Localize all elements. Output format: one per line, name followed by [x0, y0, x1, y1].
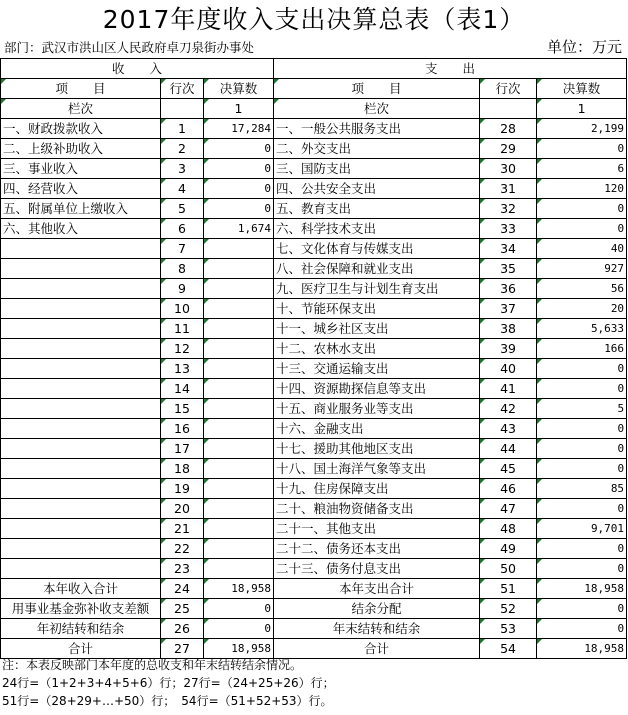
income-amount — [204, 459, 274, 479]
expense-item: 年末结转和结余 — [274, 619, 480, 639]
expense-line-number: 47 — [480, 499, 537, 519]
expense-item: 九、医疗卫生与计划生育支出 — [274, 279, 480, 299]
expense-item: 四、公共安全支出 — [274, 179, 480, 199]
income-amount — [204, 299, 274, 319]
income-line-number: 1 — [161, 119, 204, 139]
expense-item: 十六、金融支出 — [274, 419, 480, 439]
column-number-row — [1, 99, 627, 119]
expense-item: 二十二、债务还本支出 — [274, 539, 480, 559]
expense-item: 一、一般公共服务支出 — [274, 119, 480, 139]
expense-amount: 0 — [537, 379, 627, 399]
table-row — [1, 199, 627, 219]
expense-amount: 5,633 — [537, 319, 627, 339]
expense-amount: 0 — [537, 199, 627, 219]
table-row — [1, 159, 627, 179]
income-line-number: 11 — [161, 319, 204, 339]
expense-line-number: 52 — [480, 599, 537, 619]
income-line-number: 6 — [161, 219, 204, 239]
unit-label: 单位：万元 — [546, 38, 622, 56]
table-row — [1, 519, 627, 539]
income-line-number: 12 — [161, 339, 204, 359]
expense-column-num: 1 — [537, 99, 627, 119]
expense-line-number: 45 — [480, 459, 537, 479]
expense-amount: 0 — [537, 559, 627, 579]
expense-amount: 0 — [537, 539, 627, 559]
income-amount — [204, 259, 274, 279]
table-row — [1, 279, 627, 299]
income-amount — [204, 499, 274, 519]
expense-line-number: 37 — [480, 299, 537, 319]
income-amount — [204, 479, 274, 499]
expense-amount: 2,199 — [537, 119, 627, 139]
expense-item: 结余分配 — [274, 599, 480, 619]
income-expense-table — [0, 58, 627, 659]
expense-item: 二十三、债务付息支出 — [274, 559, 480, 579]
income-item: 年初结转和结余 — [1, 619, 161, 639]
income-item — [1, 519, 161, 539]
income-line-number: 3 — [161, 159, 204, 179]
expense-item: 八、社会保障和就业支出 — [274, 259, 480, 279]
expense-amount: 0 — [537, 359, 627, 379]
table-row — [1, 459, 627, 479]
expense-line-number: 36 — [480, 279, 537, 299]
income-line-number: 26 — [161, 619, 204, 639]
income-item — [1, 499, 161, 519]
income-amount — [204, 359, 274, 379]
income-amount — [204, 339, 274, 359]
income-line-number: 25 — [161, 599, 204, 619]
income-item: 四、经营收入 — [1, 179, 161, 199]
income-amount — [204, 279, 274, 299]
table-row — [1, 299, 627, 319]
income-item — [1, 299, 161, 319]
expense-line-number: 53 — [480, 619, 537, 639]
expense-line-number: 34 — [480, 239, 537, 259]
income-item: 五、附属单位上缴收入 — [1, 199, 161, 219]
expense-line-number: 48 — [480, 519, 537, 539]
income-amount: 1,674 — [204, 219, 274, 239]
income-line-number: 22 — [161, 539, 204, 559]
table-row — [1, 499, 627, 519]
expense-amount: 85 — [537, 479, 627, 499]
income-item — [1, 239, 161, 259]
expense-amount: 40 — [537, 239, 627, 259]
income-column-label: 栏次 — [1, 99, 161, 119]
table-row — [1, 259, 627, 279]
expense-amount: 0 — [537, 499, 627, 519]
income-item — [1, 279, 161, 299]
income-line-number: 27 — [161, 639, 204, 659]
income-line-number: 21 — [161, 519, 204, 539]
income-item — [1, 539, 161, 559]
income-amount — [204, 319, 274, 339]
income-item: 三、事业收入 — [1, 159, 161, 179]
income-amount: 0 — [204, 599, 274, 619]
expense-item: 十、节能环保支出 — [274, 299, 480, 319]
income-amount — [204, 439, 274, 459]
table-row — [1, 359, 627, 379]
income-amount: 18,958 — [204, 579, 274, 599]
table-row — [1, 239, 627, 259]
income-item: 本年收入合计 — [1, 579, 161, 599]
expense-amount: 5 — [537, 399, 627, 419]
income-line-number: 16 — [161, 419, 204, 439]
expense-line-number: 38 — [480, 319, 537, 339]
income-line-number: 10 — [161, 299, 204, 319]
income-item: 合计 — [1, 639, 161, 659]
income-item — [1, 319, 161, 339]
income-line-number: 15 — [161, 399, 204, 419]
expense-item: 十五、商业服务业等支出 — [274, 399, 480, 419]
expense-amount: 56 — [537, 279, 627, 299]
income-line-number: 20 — [161, 499, 204, 519]
income-item — [1, 459, 161, 479]
notes — [2, 656, 335, 710]
expense-line-number: 28 — [480, 119, 537, 139]
expense-line-number: 35 — [480, 259, 537, 279]
expense-amount: 0 — [537, 219, 627, 239]
expense-amount: 0 — [537, 599, 627, 619]
income-item — [1, 359, 161, 379]
income-line-number: 19 — [161, 479, 204, 499]
expense-amount: 0 — [537, 139, 627, 159]
income-line-number: 8 — [161, 259, 204, 279]
income-line-number: 5 — [161, 199, 204, 219]
income-amount — [204, 559, 274, 579]
expense-amount-header: 决算数 — [537, 79, 627, 99]
income-amount: 0 — [204, 159, 274, 179]
income-item — [1, 439, 161, 459]
expense-line-number: 54 — [480, 639, 537, 659]
table-row — [1, 219, 627, 239]
income-amount: 0 — [204, 139, 274, 159]
income-column-num: 1 — [204, 99, 274, 119]
income-amount — [204, 379, 274, 399]
expense-item: 二、外交支出 — [274, 139, 480, 159]
income-amount — [204, 519, 274, 539]
income-amount — [204, 419, 274, 439]
income-line-number: 14 — [161, 379, 204, 399]
income-amount: 0 — [204, 179, 274, 199]
expense-line-number: 40 — [480, 359, 537, 379]
expense-item: 十一、城乡社区支出 — [274, 319, 480, 339]
income-amount: 18,958 — [204, 639, 274, 659]
expense-section-header: 支 出 — [274, 59, 627, 79]
income-line-number: 9 — [161, 279, 204, 299]
expense-line-number: 42 — [480, 399, 537, 419]
income-amount: 0 — [204, 619, 274, 639]
table-row — [1, 559, 627, 579]
expense-item: 十三、交通运输支出 — [274, 359, 480, 379]
income-amount: 0 — [204, 199, 274, 219]
income-item-header: 项 目 — [1, 79, 161, 99]
income-item — [1, 379, 161, 399]
expense-item: 十九、住房保障支出 — [274, 479, 480, 499]
note-line: 24行=（1+2+3+4+5+6）行；27行=（24+25+26）行； — [2, 676, 335, 690]
income-line-header: 行次 — [161, 79, 204, 99]
income-item: 用事业基金弥补收支差额 — [1, 599, 161, 619]
income-item: 二、上级补助收入 — [1, 139, 161, 159]
expense-line-number: 33 — [480, 219, 537, 239]
expense-amount: 0 — [537, 459, 627, 479]
section-header-row — [1, 59, 627, 79]
expense-item: 三、国防支出 — [274, 159, 480, 179]
income-amount-header: 决算数 — [204, 79, 274, 99]
income-item — [1, 419, 161, 439]
expense-line-number: 39 — [480, 339, 537, 359]
expense-line-number: 44 — [480, 439, 537, 459]
summary-row — [1, 619, 627, 639]
income-column-line — [161, 99, 204, 119]
expense-item-header: 项 目 — [274, 79, 480, 99]
expense-line-number: 31 — [480, 179, 537, 199]
income-item — [1, 339, 161, 359]
expense-line-number: 46 — [480, 479, 537, 499]
income-line-number: 2 — [161, 139, 204, 159]
expense-item: 十七、援助其他地区支出 — [274, 439, 480, 459]
expense-column-label: 栏次 — [274, 99, 480, 119]
table-row — [1, 439, 627, 459]
summary-row — [1, 599, 627, 619]
expense-item: 本年支出合计 — [274, 579, 480, 599]
table-row — [1, 379, 627, 399]
expense-amount: 0 — [537, 439, 627, 459]
income-amount — [204, 399, 274, 419]
expense-line-number: 32 — [480, 199, 537, 219]
expense-item: 七、文化体育与传媒支出 — [274, 239, 480, 259]
expense-item: 十四、资源勘探信息等支出 — [274, 379, 480, 399]
expense-item: 五、教育支出 — [274, 199, 480, 219]
expense-column-line — [480, 99, 537, 119]
expense-amount: 9,701 — [537, 519, 627, 539]
income-line-number: 13 — [161, 359, 204, 379]
income-line-number: 24 — [161, 579, 204, 599]
table-row — [1, 339, 627, 359]
income-item: 六、其他收入 — [1, 219, 161, 239]
expense-item: 二十一、其他支出 — [274, 519, 480, 539]
income-item — [1, 399, 161, 419]
expense-amount: 18,958 — [537, 639, 627, 659]
income-line-number: 4 — [161, 179, 204, 199]
income-section-header: 收 入 — [1, 59, 274, 79]
expense-line-number: 43 — [480, 419, 537, 439]
expense-item: 十二、农林水支出 — [274, 339, 480, 359]
income-line-number: 23 — [161, 559, 204, 579]
expense-amount: 120 — [537, 179, 627, 199]
income-item: 一、财政拨款收入 — [1, 119, 161, 139]
expense-amount: 20 — [537, 299, 627, 319]
expense-amount: 0 — [537, 619, 627, 639]
expense-item: 十八、国土海洋气象等支出 — [274, 459, 480, 479]
income-item — [1, 559, 161, 579]
expense-item: 二十、粮油物资储备支出 — [274, 499, 480, 519]
expense-line-number: 30 — [480, 159, 537, 179]
income-amount: 17,284 — [204, 119, 274, 139]
income-line-number: 17 — [161, 439, 204, 459]
income-amount — [204, 539, 274, 559]
expense-amount: 6 — [537, 159, 627, 179]
table-row — [1, 539, 627, 559]
table-row — [1, 179, 627, 199]
summary-row — [1, 579, 627, 599]
expense-amount: 18,958 — [537, 579, 627, 599]
column-header-row — [1, 79, 627, 99]
expense-line-header: 行次 — [480, 79, 537, 99]
expense-item: 合计 — [274, 639, 480, 659]
expense-item: 六、科学技术支出 — [274, 219, 480, 239]
note-line: 51行=（28+29+…+50）行； 54行=（51+52+53）行。 — [2, 694, 333, 708]
expense-line-number: 50 — [480, 559, 537, 579]
table-row — [1, 139, 627, 159]
income-line-number: 7 — [161, 239, 204, 259]
income-amount — [204, 239, 274, 259]
expense-amount: 0 — [537, 419, 627, 439]
expense-amount: 166 — [537, 339, 627, 359]
expense-amount: 927 — [537, 259, 627, 279]
table-row — [1, 119, 627, 139]
table-row — [1, 319, 627, 339]
table-row — [1, 479, 627, 499]
income-item — [1, 479, 161, 499]
note-line: 注：本表反映部门本年度的总收支和年末结转结余情况。 — [2, 658, 303, 672]
income-item — [1, 259, 161, 279]
expense-line-number: 29 — [480, 139, 537, 159]
department-label: 部门：武汉市洪山区人民政府卓刀泉街办事处 — [4, 40, 255, 55]
expense-line-number: 49 — [480, 539, 537, 559]
income-line-number: 18 — [161, 459, 204, 479]
expense-line-number: 41 — [480, 379, 537, 399]
table-row — [1, 399, 627, 419]
table-row — [1, 419, 627, 439]
expense-line-number: 51 — [480, 579, 537, 599]
page-title: 2017年度收入支出决算总表（表1） — [102, 5, 526, 34]
